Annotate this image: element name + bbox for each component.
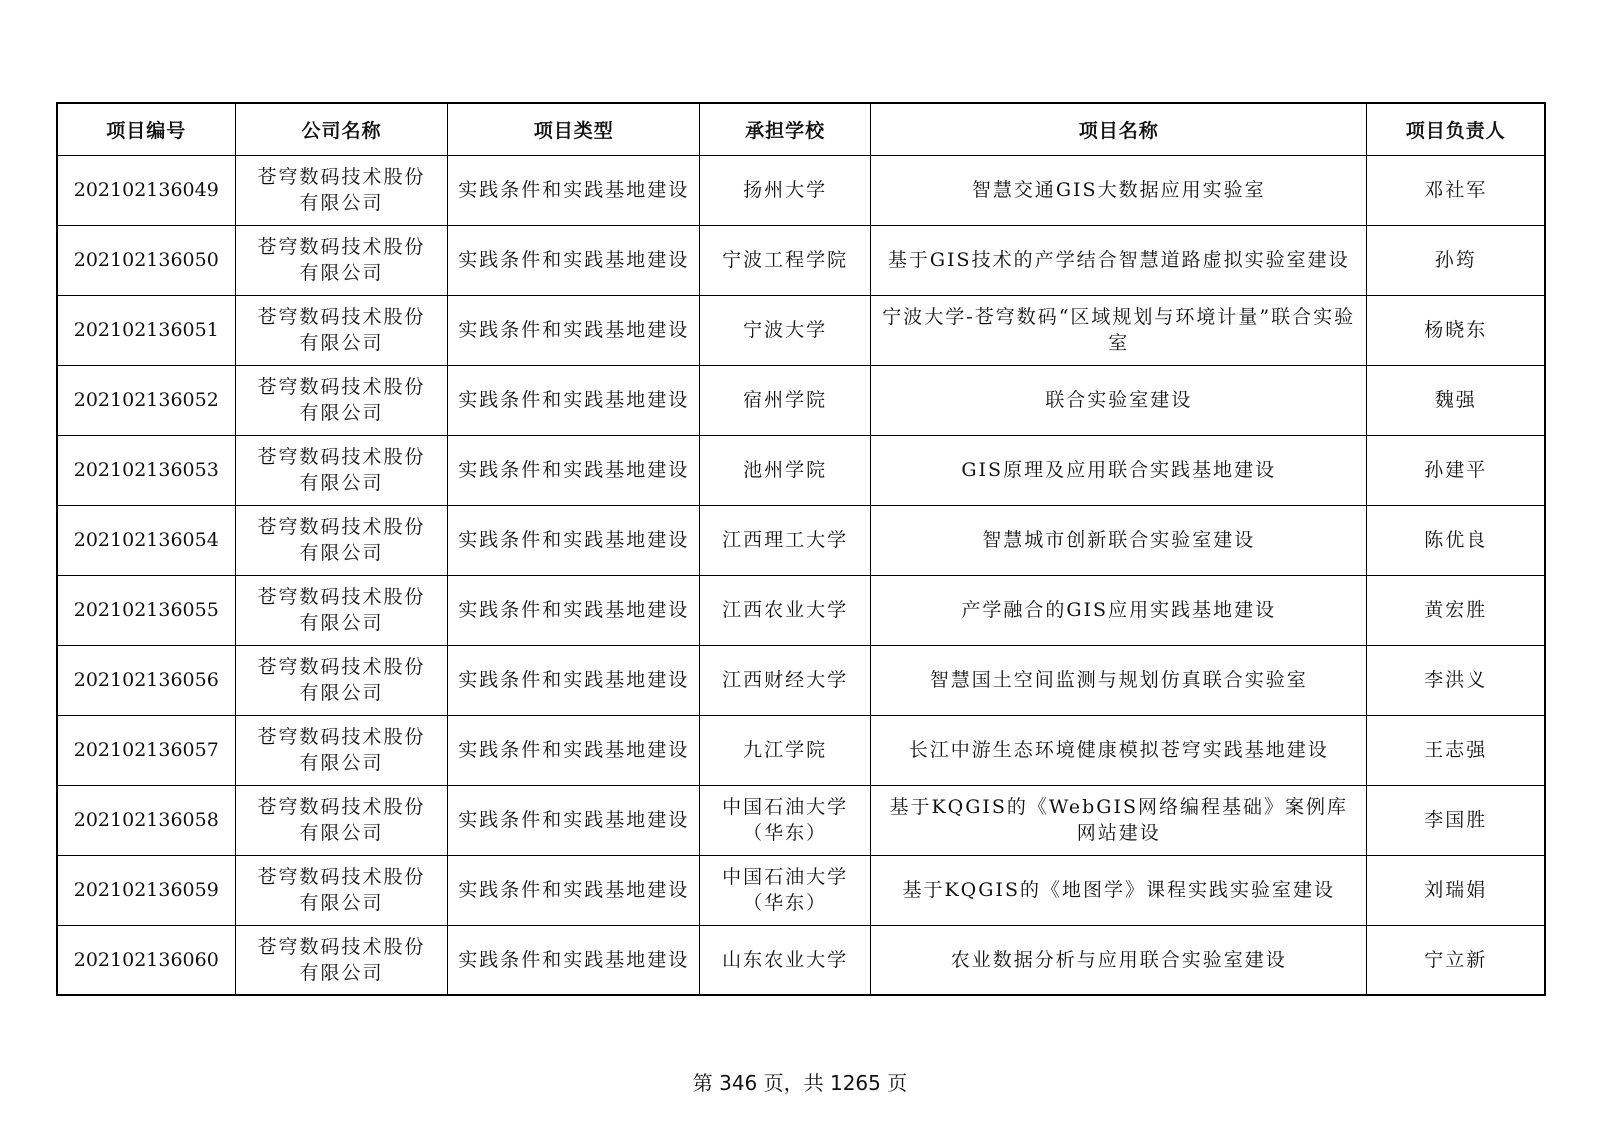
cell-project-name: 智慧城市创新联合实验室建设 — [871, 505, 1367, 575]
cell-project-leader: 刘瑞娟 — [1367, 855, 1545, 925]
cell-company-name: 苍穹数码技术股份有限公司 — [235, 295, 448, 365]
cell-project-id: 202102136049 — [57, 155, 235, 225]
cell-project-name: 产学融合的GIS应用实践基地建设 — [871, 575, 1367, 645]
cell-company-name: 苍穹数码技术股份有限公司 — [235, 645, 448, 715]
cell-project-id: 202102136054 — [57, 505, 235, 575]
project-table — [56, 102, 1546, 996]
cell-project-leader: 王志强 — [1367, 715, 1545, 785]
header-project-type: 项目类型 — [448, 103, 700, 155]
cell-project-name: 长江中游生态环境健康模拟苍穹实践基地建设 — [871, 715, 1367, 785]
cell-project-leader: 李洪义 — [1367, 645, 1545, 715]
cell-project-name: GIS原理及应用联合实践基地建设 — [871, 435, 1367, 505]
cell-project-type: 实践条件和实践基地建设 — [448, 365, 700, 435]
cell-company-name: 苍穹数码技术股份有限公司 — [235, 365, 448, 435]
table-row — [57, 435, 1545, 505]
header-project-name: 项目名称 — [871, 103, 1367, 155]
table-row — [57, 855, 1545, 925]
cell-school: 中国石油大学（华东） — [700, 855, 871, 925]
cell-project-type: 实践条件和实践基地建设 — [448, 855, 700, 925]
table-row — [57, 575, 1545, 645]
cell-project-leader: 杨晓东 — [1367, 295, 1545, 365]
header-project-id: 项目编号 — [57, 103, 235, 155]
table-row — [57, 365, 1545, 435]
cell-project-id: 202102136059 — [57, 855, 235, 925]
cell-project-leader: 李国胜 — [1367, 785, 1545, 855]
table-header-row — [57, 103, 1545, 155]
table-row — [57, 155, 1545, 225]
cell-project-type: 实践条件和实践基地建设 — [448, 715, 700, 785]
cell-project-name: 基于KQGIS的《WebGIS网络编程基础》案例库网站建设 — [871, 785, 1367, 855]
cell-project-leader: 孙筠 — [1367, 225, 1545, 295]
cell-project-type: 实践条件和实践基地建设 — [448, 505, 700, 575]
cell-company-name: 苍穹数码技术股份有限公司 — [235, 715, 448, 785]
cell-project-id: 202102136051 — [57, 295, 235, 365]
cell-school: 宁波大学 — [700, 295, 871, 365]
cell-project-leader: 邓社军 — [1367, 155, 1545, 225]
cell-project-id: 202102136060 — [57, 925, 235, 995]
header-company-name: 公司名称 — [235, 103, 448, 155]
cell-project-id: 202102136052 — [57, 365, 235, 435]
table-row — [57, 715, 1545, 785]
cell-school: 扬州大学 — [700, 155, 871, 225]
cell-project-type: 实践条件和实践基地建设 — [448, 575, 700, 645]
cell-company-name: 苍穹数码技术股份有限公司 — [235, 925, 448, 995]
cell-project-id: 202102136057 — [57, 715, 235, 785]
cell-company-name: 苍穹数码技术股份有限公司 — [235, 435, 448, 505]
cell-school: 江西农业大学 — [700, 575, 871, 645]
cell-company-name: 苍穹数码技术股份有限公司 — [235, 575, 448, 645]
cell-company-name: 苍穹数码技术股份有限公司 — [235, 505, 448, 575]
cell-project-name: 农业数据分析与应用联合实验室建设 — [871, 925, 1367, 995]
cell-company-name: 苍穹数码技术股份有限公司 — [235, 225, 448, 295]
cell-project-id: 202102136053 — [57, 435, 235, 505]
cell-project-name: 基于GIS技术的产学结合智慧道路虚拟实验室建设 — [871, 225, 1367, 295]
cell-project-name: 智慧国土空间监测与规划仿真联合实验室 — [871, 645, 1367, 715]
cell-project-type: 实践条件和实践基地建设 — [448, 295, 700, 365]
cell-project-type: 实践条件和实践基地建设 — [448, 225, 700, 295]
cell-school: 池州学院 — [700, 435, 871, 505]
cell-school: 宁波工程学院 — [700, 225, 871, 295]
cell-project-type: 实践条件和实践基地建设 — [448, 645, 700, 715]
table-row — [57, 925, 1545, 995]
cell-school: 宿州学院 — [700, 365, 871, 435]
page-number-footer: 第 346 页，共 1265 页 — [692, 1071, 908, 1095]
cell-project-id: 202102136056 — [57, 645, 235, 715]
cell-school: 江西财经大学 — [700, 645, 871, 715]
table-row — [57, 505, 1545, 575]
cell-project-name: 智慧交通GIS大数据应用实验室 — [871, 155, 1367, 225]
cell-project-leader: 孙建平 — [1367, 435, 1545, 505]
table-row — [57, 225, 1545, 295]
cell-school: 山东农业大学 — [700, 925, 871, 995]
cell-company-name: 苍穹数码技术股份有限公司 — [235, 785, 448, 855]
cell-project-name: 宁波大学-苍穹数码“区域规划与环境计量”联合实验室 — [871, 295, 1367, 365]
cell-school: 江西理工大学 — [700, 505, 871, 575]
cell-project-leader: 陈优良 — [1367, 505, 1545, 575]
table-row — [57, 785, 1545, 855]
cell-project-leader: 宁立新 — [1367, 925, 1545, 995]
cell-project-type: 实践条件和实践基地建设 — [448, 785, 700, 855]
cell-project-leader: 黄宏胜 — [1367, 575, 1545, 645]
cell-school: 中国石油大学（华东） — [700, 785, 871, 855]
cell-school: 九江学院 — [700, 715, 871, 785]
table-row — [57, 645, 1545, 715]
header-school: 承担学校 — [700, 103, 871, 155]
cell-project-name: 基于KQGIS的《地图学》课程实践实验室建设 — [871, 855, 1367, 925]
cell-project-type: 实践条件和实践基地建设 — [448, 925, 700, 995]
cell-project-id: 202102136055 — [57, 575, 235, 645]
cell-project-leader: 魏强 — [1367, 365, 1545, 435]
table-row — [57, 295, 1545, 365]
cell-project-type: 实践条件和实践基地建设 — [448, 155, 700, 225]
cell-company-name: 苍穹数码技术股份有限公司 — [235, 855, 448, 925]
header-project-leader: 项目负责人 — [1367, 103, 1545, 155]
cell-company-name: 苍穹数码技术股份有限公司 — [235, 155, 448, 225]
cell-project-type: 实践条件和实践基地建设 — [448, 435, 700, 505]
cell-project-id: 202102136050 — [57, 225, 235, 295]
cell-project-id: 202102136058 — [57, 785, 235, 855]
cell-project-name: 联合实验室建设 — [871, 365, 1367, 435]
